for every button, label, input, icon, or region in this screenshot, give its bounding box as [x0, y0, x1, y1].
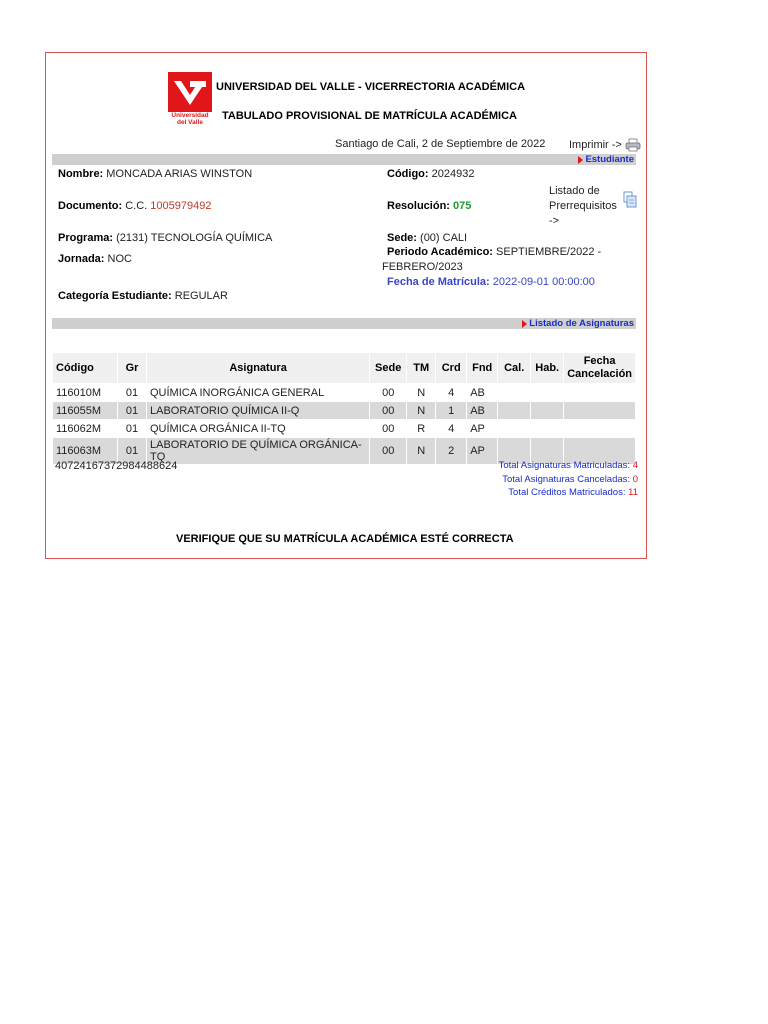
student-section-label: Estudiante [585, 154, 634, 165]
sede-field [387, 231, 467, 245]
documento-number: 1005979492 [150, 200, 212, 212]
codigo-field [387, 167, 474, 181]
cell-crd: 4 [436, 384, 467, 402]
jornada-field [58, 252, 132, 266]
subjects-section-bar [52, 318, 636, 329]
periodo-field-cont [382, 260, 463, 274]
nombre-field [58, 167, 252, 181]
print-link[interactable] [569, 138, 641, 152]
periodo-value-1: SEPTIEMBRE/2022 - [496, 246, 602, 258]
cell-fecha [564, 420, 636, 438]
documento-type: C.C. [125, 200, 148, 212]
logo-caption [168, 112, 212, 126]
cell-gr: 01 [118, 438, 147, 465]
verify-message: VERIFIQUE QUE SU MATRÍCULA ACADÉMICA ESTÉ CORRECTA [176, 533, 514, 545]
cell-hab [531, 384, 564, 402]
total-creditos-value: 11 [628, 487, 638, 498]
fecha-matricula-field [387, 275, 595, 289]
table-row [53, 402, 636, 420]
codigo-value: 2024932 [431, 168, 475, 180]
subjects-table [52, 352, 636, 465]
col-crd: Crd [436, 353, 467, 384]
student-section-link[interactable] [578, 154, 634, 165]
prerequisites-link[interactable]: Listado de Prerrequisitos -> [549, 185, 617, 227]
documento-label: Documento: [58, 200, 123, 212]
sede-value: (00) CALI [420, 232, 468, 244]
cell-gr: 01 [118, 384, 147, 402]
subjects-section-label: Listado de Asignaturas [529, 318, 634, 329]
enrollment-sheet [45, 52, 647, 559]
cell-sede: 00 [370, 420, 407, 438]
periodo-value-2: FEBRERO/2023 [382, 261, 463, 273]
sede-label: Sede: [387, 232, 417, 244]
resolucion-field [387, 199, 471, 213]
logo-caption-line1: Universidad [171, 112, 209, 119]
document-title: TABULADO PROVISIONAL DE MATRÍCULA ACADÉMICA [222, 110, 517, 122]
cell-codigo: 116010M [53, 384, 118, 402]
programa-label: Programa: [58, 232, 114, 244]
col-gr: Gr [118, 353, 147, 384]
total-matriculadas-label: Total Asignaturas Matriculadas: [498, 460, 631, 471]
student-section-bar [52, 154, 636, 165]
logo-caption-line2: del Valle [176, 119, 204, 126]
col-cal: Cal. [498, 353, 531, 384]
cell-asignatura: QUÍMICA ORGÁNICA II-TQ [147, 420, 370, 438]
cell-asignatura: LABORATORIO DE QUÍMICA ORGÁNICA-TQ [147, 438, 370, 465]
arrow-right-icon [522, 320, 527, 328]
university-logo [168, 72, 212, 129]
cell-tm: N [407, 384, 436, 402]
categoria-value: REGULAR [174, 290, 228, 302]
cell-crd: 1 [436, 402, 467, 420]
total-creditos [499, 486, 638, 500]
cell-gr: 01 [118, 420, 147, 438]
print-label: Imprimir -> [569, 139, 622, 151]
cell-gr: 01 [118, 402, 147, 420]
cell-cal [498, 384, 531, 402]
nombre-value: MONCADA ARIAS WINSTON [106, 168, 253, 180]
fecha-matricula-value: 2022-09-01 00:00:00 [492, 276, 595, 288]
cell-fnd: AB [467, 402, 498, 420]
document-copy-icon[interactable] [623, 191, 637, 208]
jornada-value: NOC [107, 253, 132, 265]
nombre-label: Nombre: [58, 168, 104, 180]
cell-asignatura: QUÍMICA INORGÁNICA GENERAL [147, 384, 370, 402]
cell-cal [498, 402, 531, 420]
col-fecha-cancelacion: Fecha Cancelación [564, 353, 636, 384]
total-canceladas-label: Total Asignaturas Canceladas: [502, 473, 631, 485]
cell-sede: 00 [370, 384, 407, 402]
cell-tm: R [407, 420, 436, 438]
cell-codigo: 116063M [53, 438, 118, 465]
periodo-field [387, 245, 601, 259]
cell-fnd: AP [467, 420, 498, 438]
resolucion-value: 075 [453, 200, 472, 212]
col-hab: Hab. [531, 353, 564, 384]
periodo-label: Periodo Académico: [387, 246, 493, 258]
date-line: Santiago de Cali, 2 de Septiembre de 2022 [335, 138, 546, 150]
cell-fecha [564, 384, 636, 402]
cell-tm: N [407, 402, 436, 420]
documento-field [58, 199, 211, 213]
categoria-field [58, 289, 228, 303]
university-title: UNIVERSIDAD DEL VALLE - VICERRECTORIA ACADÉMICA [216, 81, 526, 93]
jornada-label: Jornada: [58, 253, 105, 265]
fecha-matricula-label: Fecha de Matrícula: [387, 276, 490, 288]
total-canceladas [499, 473, 638, 487]
cell-hab [531, 402, 564, 420]
programa-field [58, 231, 272, 245]
resolucion-label: Resolución: [387, 200, 450, 212]
cell-cal [498, 420, 531, 438]
cell-crd: 4 [436, 420, 467, 438]
cell-codigo: 116055M [53, 402, 118, 420]
cell-hab [531, 420, 564, 438]
codigo-label: Código: [387, 168, 429, 180]
col-asignatura: Asignatura [147, 353, 370, 384]
table-row [53, 420, 636, 438]
cell-sede: 00 [370, 438, 407, 465]
cell-crd: 2 [436, 438, 467, 465]
cell-asignatura: LABORATORIO QUÍMICA II-Q [147, 402, 370, 420]
total-matriculadas-value: 4 [632, 460, 638, 471]
totals-block [499, 459, 638, 500]
logo-mark-icon [168, 72, 212, 112]
cell-fecha [564, 402, 636, 420]
cell-tm: N [407, 438, 436, 465]
col-codigo: Código [53, 353, 118, 384]
table-header-row [53, 353, 636, 384]
total-canceladas-value: 0 [632, 473, 638, 485]
cell-fnd: AB [467, 384, 498, 402]
cell-fnd: AP [467, 438, 498, 465]
arrow-right-icon [578, 156, 583, 164]
col-fnd: Fnd [467, 353, 498, 384]
categoria-label: Categoría Estudiante: [58, 290, 172, 302]
printer-icon[interactable] [625, 138, 641, 152]
table-row [53, 384, 636, 402]
col-tm: TM [407, 353, 436, 384]
verification-code: 40724167372984488624 [55, 460, 178, 472]
col-sede: Sede [370, 353, 407, 384]
cell-codigo: 116062M [53, 420, 118, 438]
programa-value: (2131) TECNOLOGÍA QUÍMICA [116, 232, 273, 244]
subjects-section-link[interactable] [522, 318, 634, 329]
total-matriculadas [499, 459, 638, 473]
cell-sede: 00 [370, 402, 407, 420]
total-creditos-label: Total Créditos Matriculados: [508, 487, 626, 498]
